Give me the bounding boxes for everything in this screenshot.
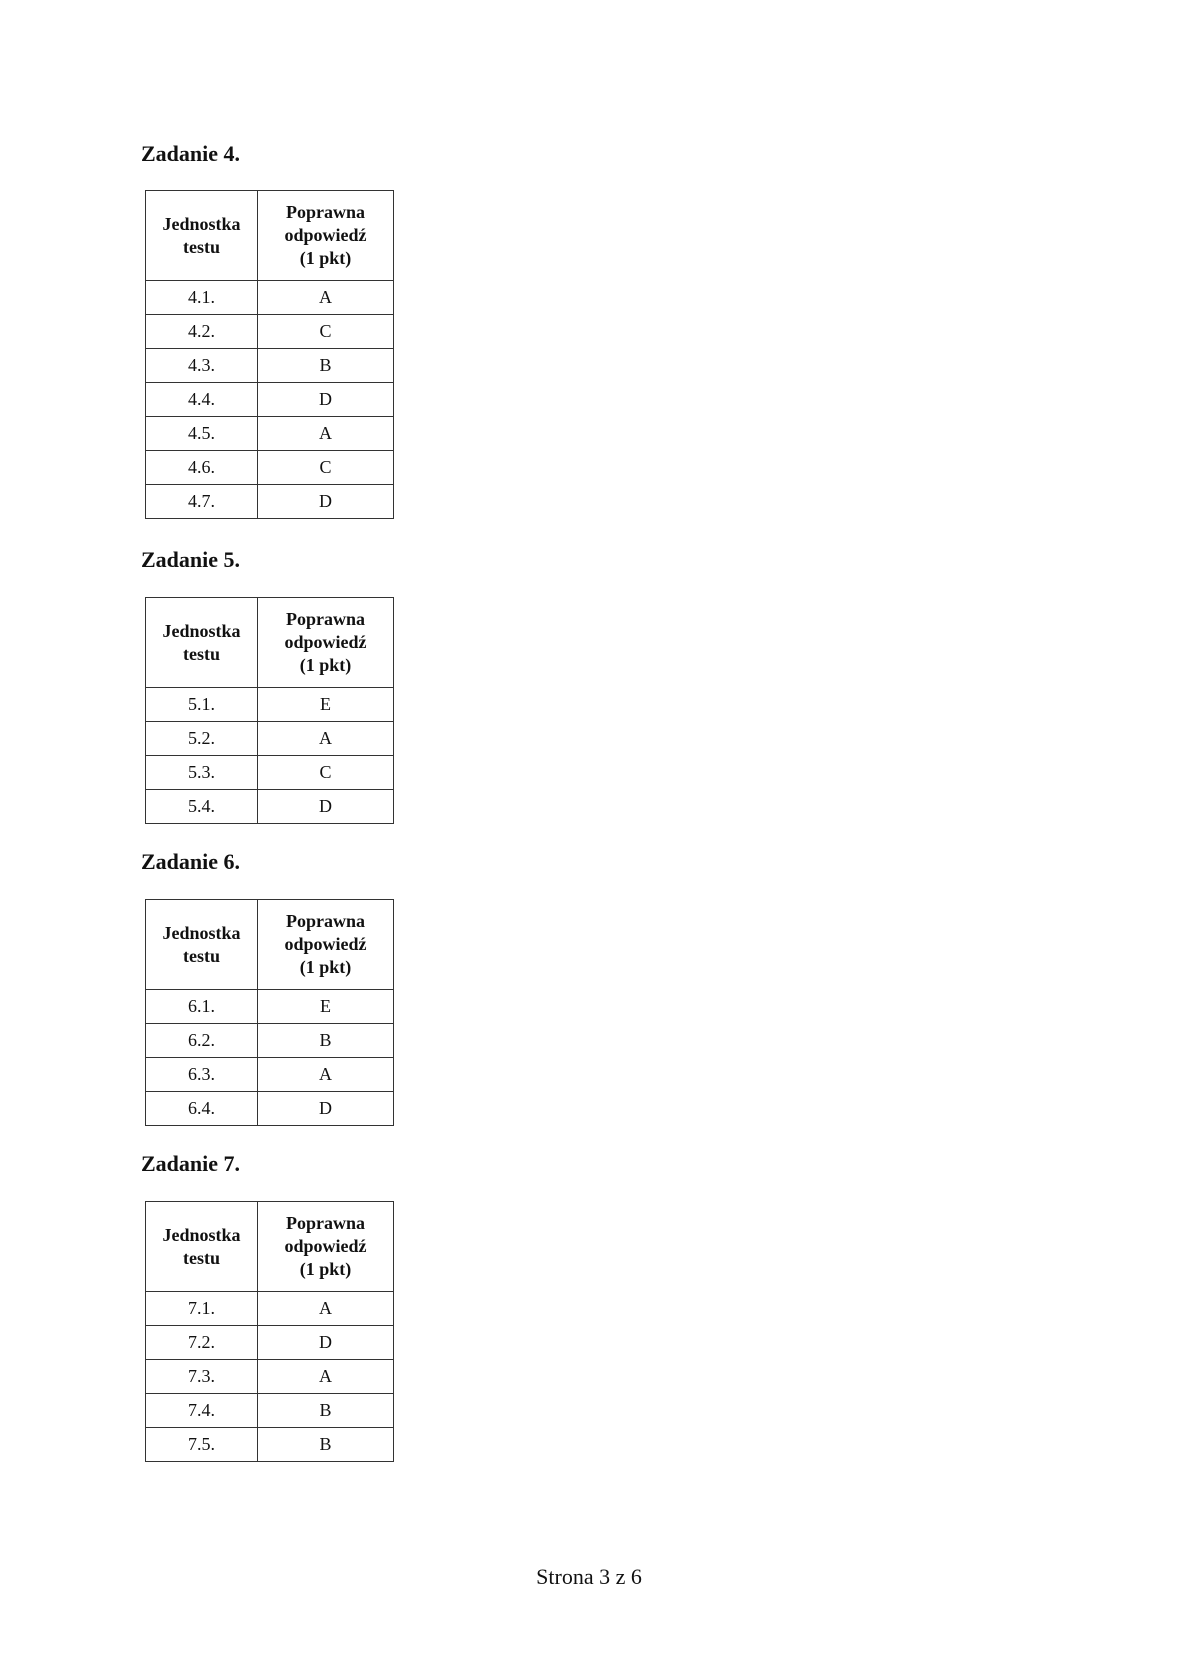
table-row bbox=[146, 1292, 394, 1326]
answer-cell: B bbox=[258, 349, 394, 383]
table-header-row bbox=[146, 191, 394, 281]
table-row bbox=[146, 315, 394, 349]
answer-cell: C bbox=[258, 756, 394, 790]
answer-cell: A bbox=[258, 281, 394, 315]
answer-header-line: odpowiedź bbox=[284, 1236, 367, 1256]
answer-header-line: odpowiedź bbox=[284, 225, 367, 245]
answer-cell: A bbox=[258, 1058, 394, 1092]
answer-cell: A bbox=[258, 1360, 394, 1394]
section-title-zadanie-4: Zadanie 4. bbox=[141, 141, 241, 166]
unit-cell: 4.2. bbox=[146, 315, 258, 349]
table-row bbox=[146, 349, 394, 383]
answer-header-line: (1 pkt) bbox=[299, 957, 352, 977]
unit-cell: 4.6. bbox=[146, 451, 258, 485]
unit-header-line: Jednostka bbox=[162, 1224, 241, 1245]
unit-cell: 6.2. bbox=[146, 1024, 258, 1058]
unit-cell: 6.3. bbox=[146, 1058, 258, 1092]
answer-cell: A bbox=[258, 722, 394, 756]
table-row bbox=[146, 417, 394, 451]
unit-cell: 7.5. bbox=[146, 1428, 258, 1462]
section-title-zadanie-5: Zadanie 5. bbox=[141, 547, 241, 572]
answer-cell: B bbox=[258, 1428, 394, 1462]
unit-cell: 4.3. bbox=[146, 349, 258, 383]
table-row bbox=[146, 383, 394, 417]
unit-cell: 6.4. bbox=[146, 1092, 258, 1126]
answer-header-line: Poprawna bbox=[285, 202, 365, 222]
table-row bbox=[146, 1394, 394, 1428]
unit-cell: 7.4. bbox=[146, 1394, 258, 1428]
unit-cell: 4.4. bbox=[146, 383, 258, 417]
unit-cell: 5.3. bbox=[146, 756, 258, 790]
unit-column-header bbox=[146, 191, 258, 281]
table-row bbox=[146, 1092, 394, 1126]
unit-column-header bbox=[146, 1202, 258, 1292]
unit-header-line: Jednostka bbox=[162, 213, 241, 234]
answer-header-line: (1 pkt) bbox=[299, 1259, 352, 1279]
answer-cell: A bbox=[258, 417, 394, 451]
answer-cell: B bbox=[258, 1394, 394, 1428]
answer-column-header bbox=[258, 900, 394, 990]
answer-column-header bbox=[258, 191, 394, 281]
table-row bbox=[146, 451, 394, 485]
answer-table-zadanie-5 bbox=[145, 597, 394, 824]
unit-cell: 4.7. bbox=[146, 485, 258, 519]
unit-header-line: Jednostka bbox=[162, 922, 241, 943]
unit-header-line: testu bbox=[183, 945, 220, 966]
unit-column-header bbox=[146, 598, 258, 688]
table-row bbox=[146, 281, 394, 315]
answer-cell: C bbox=[258, 315, 394, 349]
table-row bbox=[146, 990, 394, 1024]
answer-header-line: Poprawna bbox=[285, 911, 365, 931]
unit-cell: 5.2. bbox=[146, 722, 258, 756]
table-row bbox=[146, 1058, 394, 1092]
unit-header-line: testu bbox=[183, 236, 220, 257]
answer-cell: A bbox=[258, 1292, 394, 1326]
unit-cell: 7.2. bbox=[146, 1326, 258, 1360]
unit-cell: 7.3. bbox=[146, 1360, 258, 1394]
answer-column-header bbox=[258, 598, 394, 688]
table-row bbox=[146, 722, 394, 756]
unit-header-line: testu bbox=[183, 643, 220, 664]
answer-cell: D bbox=[258, 485, 394, 519]
table-row bbox=[146, 1326, 394, 1360]
answer-header-line: (1 pkt) bbox=[299, 248, 352, 268]
answer-header-line: Poprawna bbox=[285, 609, 365, 629]
table-header-row bbox=[146, 598, 394, 688]
answer-cell: E bbox=[258, 990, 394, 1024]
answer-header-line: odpowiedź bbox=[284, 632, 367, 652]
unit-header-line: Jednostka bbox=[162, 620, 241, 641]
table-row bbox=[146, 790, 394, 824]
answer-cell: E bbox=[258, 688, 394, 722]
answer-cell: D bbox=[258, 1092, 394, 1126]
table-row bbox=[146, 688, 394, 722]
answer-cell: B bbox=[258, 1024, 394, 1058]
table-row bbox=[146, 1360, 394, 1394]
answer-cell: D bbox=[258, 790, 394, 824]
answer-table-zadanie-6 bbox=[145, 899, 394, 1126]
table-row bbox=[146, 1024, 394, 1058]
unit-cell: 5.1. bbox=[146, 688, 258, 722]
unit-cell: 6.1. bbox=[146, 990, 258, 1024]
answer-table-zadanie-7 bbox=[145, 1201, 394, 1462]
table-row bbox=[146, 1428, 394, 1462]
answer-cell: D bbox=[258, 383, 394, 417]
unit-header-line: testu bbox=[183, 1247, 220, 1268]
table-row bbox=[146, 485, 394, 519]
table-header-row bbox=[146, 1202, 394, 1292]
page-number: Strona 3 z 6 bbox=[536, 1564, 642, 1589]
table-header-row bbox=[146, 900, 394, 990]
unit-cell: 7.1. bbox=[146, 1292, 258, 1326]
table-row bbox=[146, 756, 394, 790]
answer-cell: C bbox=[258, 451, 394, 485]
section-title-zadanie-6: Zadanie 6. bbox=[141, 849, 241, 874]
unit-cell: 4.5. bbox=[146, 417, 258, 451]
unit-column-header bbox=[146, 900, 258, 990]
answer-table-zadanie-4 bbox=[145, 190, 394, 519]
answer-header-line: odpowiedź bbox=[284, 934, 367, 954]
unit-cell: 5.4. bbox=[146, 790, 258, 824]
answer-column-header bbox=[258, 1202, 394, 1292]
answer-header-line: Poprawna bbox=[285, 1213, 365, 1233]
answer-cell: D bbox=[258, 1326, 394, 1360]
unit-cell: 4.1. bbox=[146, 281, 258, 315]
answer-header-line: (1 pkt) bbox=[299, 655, 352, 675]
section-title-zadanie-7: Zadanie 7. bbox=[141, 1151, 241, 1176]
